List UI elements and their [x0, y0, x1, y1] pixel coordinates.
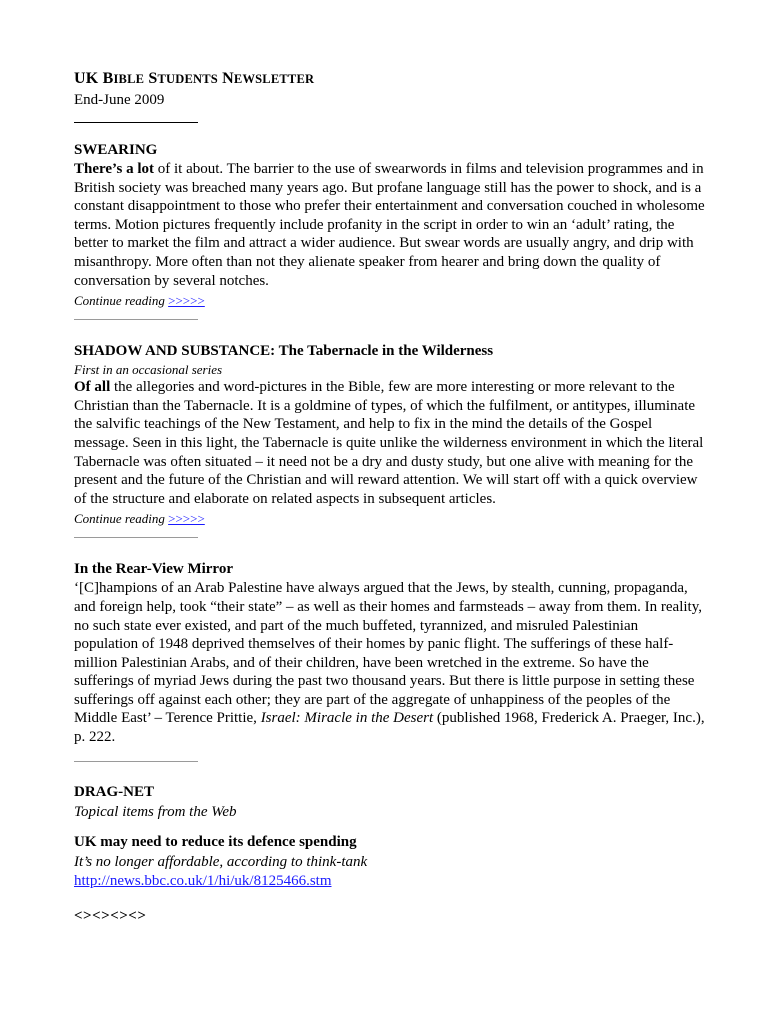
rearview-divider — [74, 761, 198, 762]
swearing-continue-link[interactable]: >>>>> — [168, 293, 205, 309]
swearing-body: There’s a lot of it about. The barrier to the use of swearwords in films and television programmes and in British society was breached many years ago. But profane language still has the power to shock, and is a constant disappointment to those who prefer their entertainment and conversation couched in wholesome terms. Motion pictures frequently include profanity in the script in order to win an ‘adult’ rating, the better to market the film and attract a wider audience. But swear words are usually angry, and drip with misanthropy. More often than not they alienate speaker from hearer and bring down the quality of conversation by several notches. — [74, 161, 705, 289]
tabernacle-continue: Continue reading >>>>> — [74, 511, 205, 527]
swearing-continue: Continue reading >>>>> — [74, 293, 205, 309]
issue-date: End-June 2009 — [74, 92, 165, 108]
rearview-title: In the Rear-View Mirror — [74, 561, 233, 578]
dragnet-item-subtitle: It’s no longer affordable, according to think-tank — [74, 853, 368, 870]
newsletter-page — [74, 68, 706, 926]
dragnet-item-title: UK may need to reduce its defence spending — [74, 833, 357, 850]
swearing-title: SWEARING — [74, 142, 158, 158]
tabernacle-divider — [74, 537, 198, 538]
newsletter-title: UK BIBLE STUDENTS NEWSLETTER — [74, 70, 315, 87]
swearing-divider — [74, 319, 198, 320]
tabernacle-continue-link[interactable]: >>>>> — [168, 511, 205, 527]
masthead-divider — [74, 122, 198, 123]
tabernacle-body: Of all the allegories and word-pictures in the Bible, few are more interesting or more relevant to the Christian than the Tabernacle. It is a goldmine of types, of which the fulfilment, or antitypes, illuminate the salvific teachings of the New Testament, and help to fix in the mind the details of the Gospel message. Seen in this light, the Tabernacle is quite unlike the wilderness environment in which the literal Tabernacle was often situated – it need not be a dry and dusty study, but one alive with meaning for the present and the future of the Christian and will reward attention. We will start off with a quick overview of the structure and elaborate on related aspects in subsequent articles. — [74, 379, 704, 507]
dragnet-title: DRAG-NET — [74, 783, 155, 800]
rearview-book-title: Israel: Miracle in the Desert — [260, 710, 434, 727]
dragnet-subtitle: Topical items from the Web — [74, 803, 237, 820]
rearview-body: ‘[C]hampions of an Arab Palestine have always argued that the Jews, by stealth, cunning, propaganda, and foreign help, took “their state” – as well as their homes and farmsteads – away from them. In reality, no such state ever existed, and part of the much buffeted, tyrannized, and misruled Palestinian population of 1948 deprived themselves of their homes by panic flight. The sufferings of these half-million Palestinian Arabs, and of their children, have been wretched in the extreme. So have the sufferings of myriad Jews during the past two thousand years. But there is little purpose in setting these sufferings off against each other; they are part of the aggregate of unhappiness of the peoples of the Middle East’ – Terence Prittie, Israel: Miracle in the Desert (published 1968, Frederick A. Praeger, Inc.), p. 222. — [74, 580, 705, 746]
section-ornament: <><><><> — [74, 907, 147, 924]
tabernacle-subtitle: First in an occasional series — [74, 362, 223, 378]
dragnet-item-link[interactable]: http://news.bbc.co.uk/1/hi/uk/8125466.stm — [74, 872, 332, 889]
tabernacle-title: SHADOW AND SUBSTANCE: The Tabernacle in the Wilderness — [74, 343, 494, 360]
